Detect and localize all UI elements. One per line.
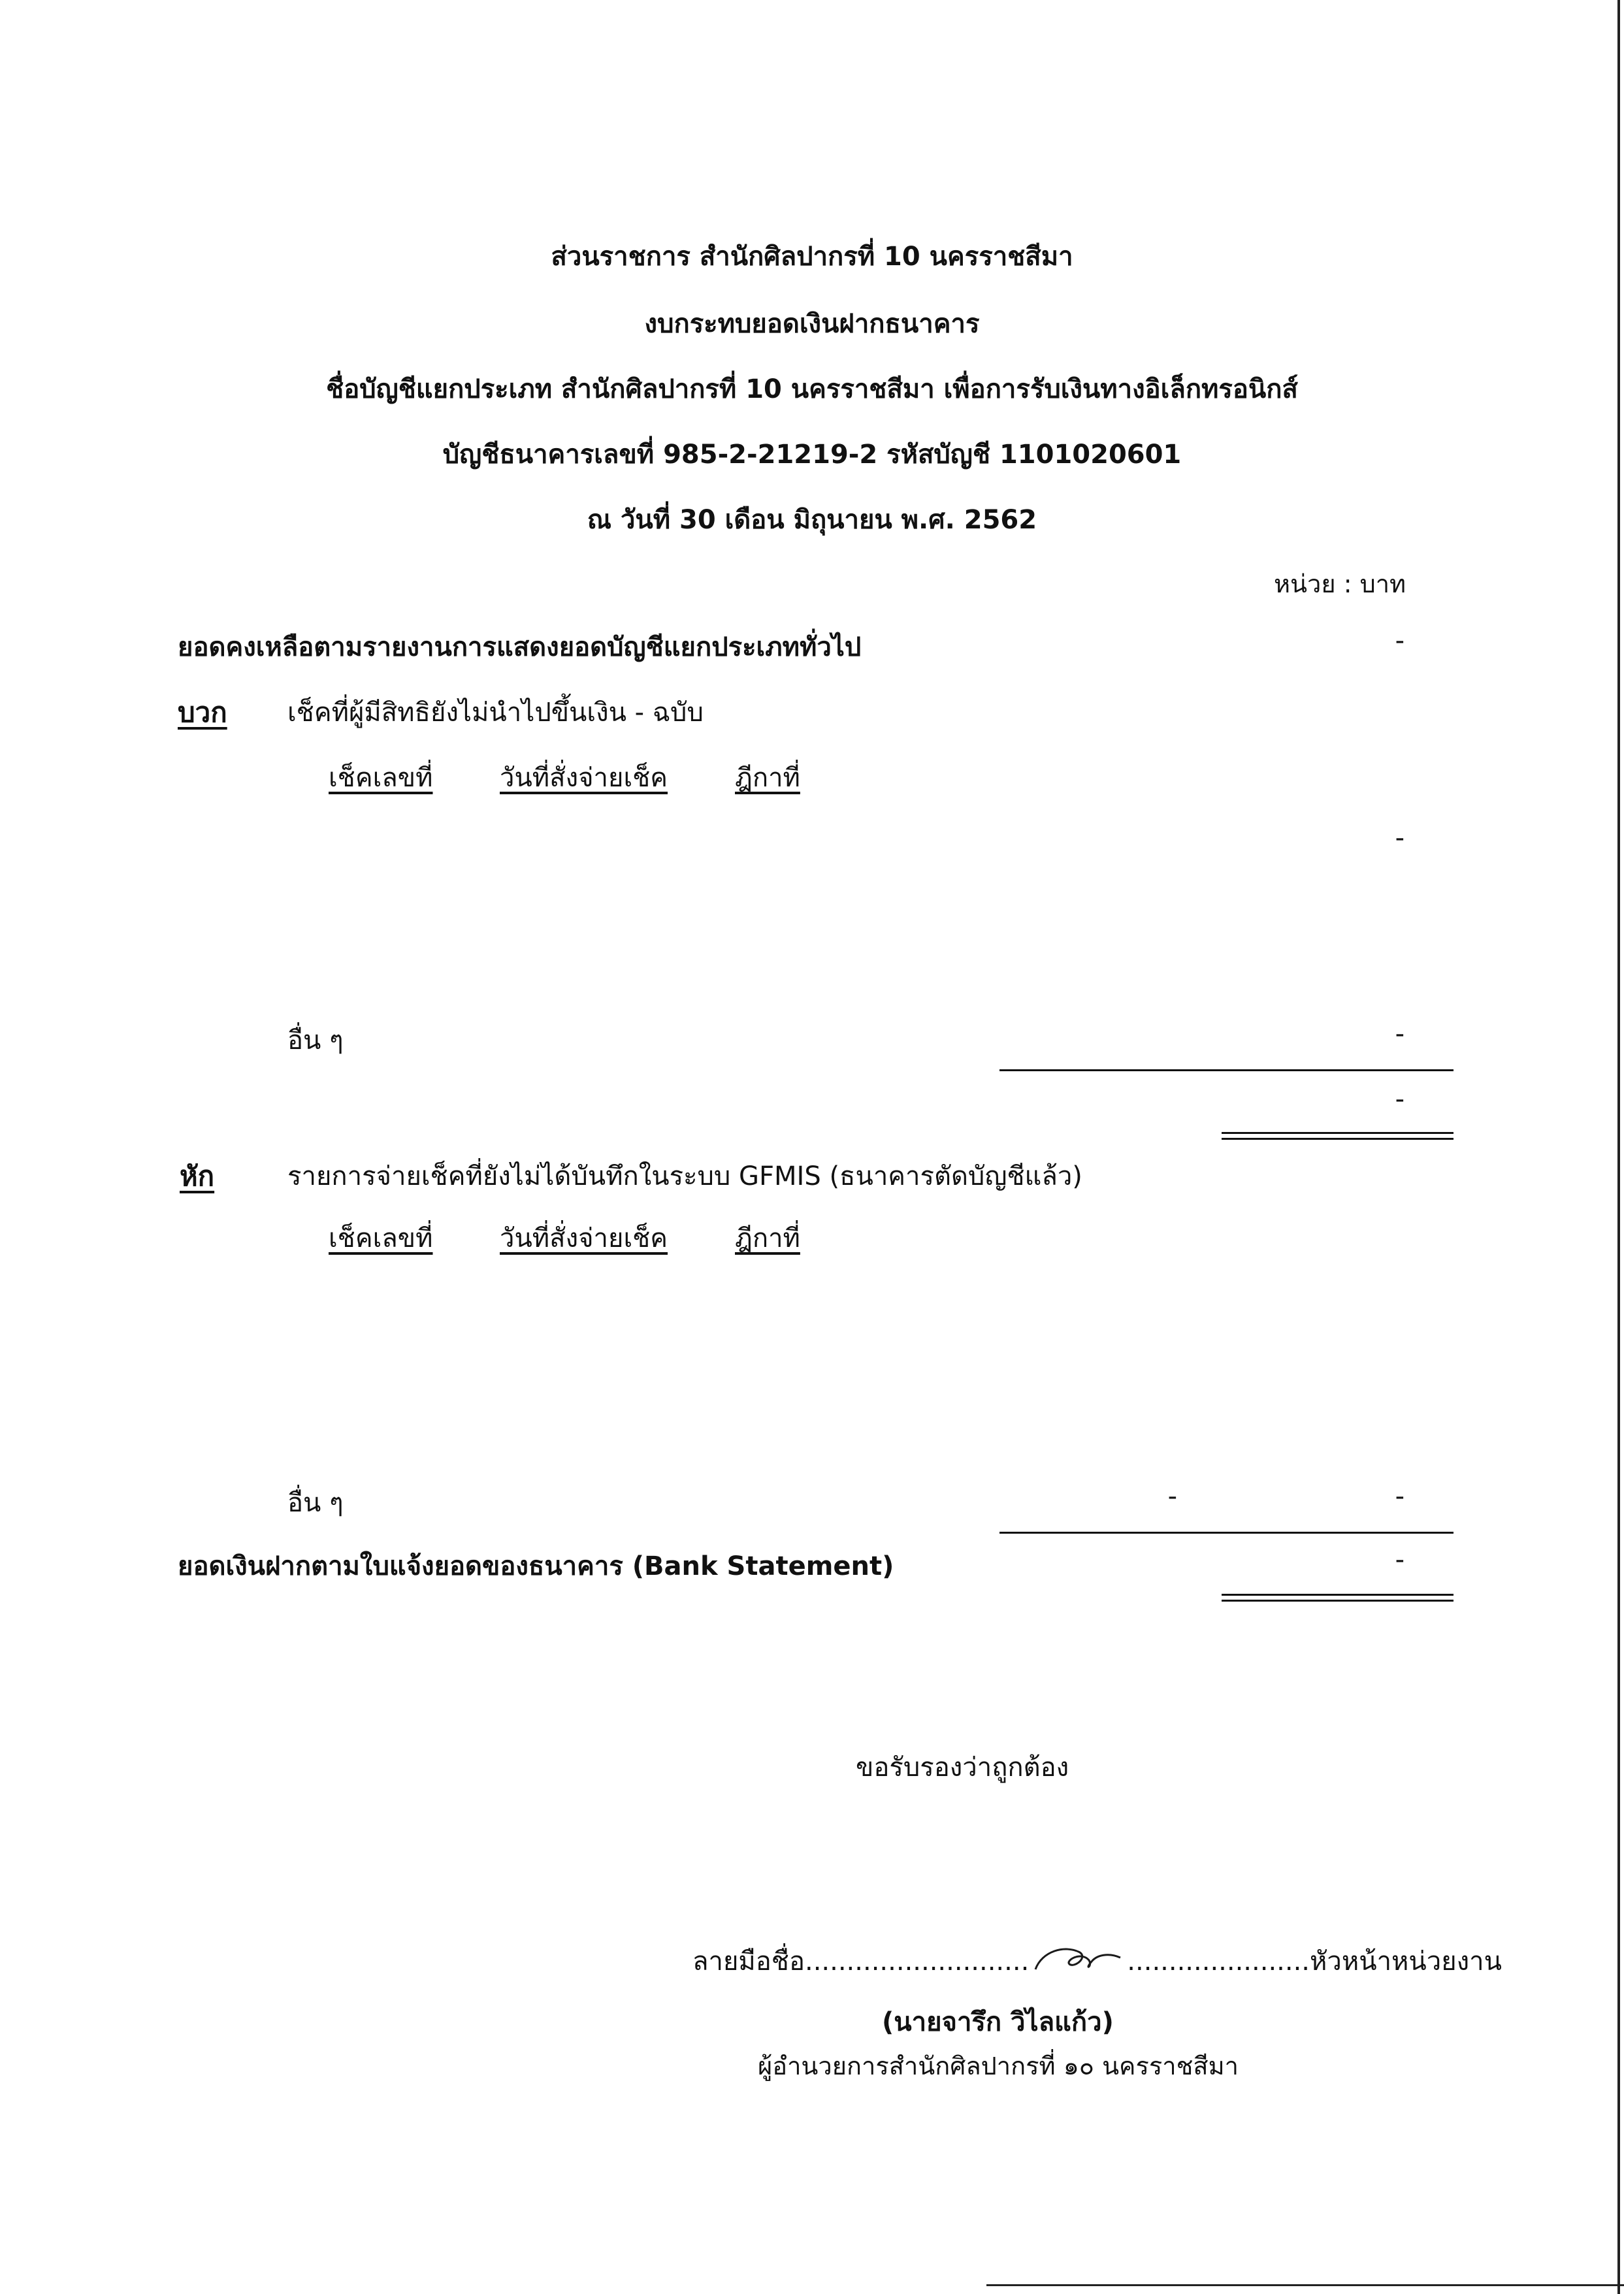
- deduct-other-amount: -: [1395, 1481, 1405, 1511]
- signature-dots-left: ...........................: [804, 1947, 1030, 1977]
- deduct-col-check-no: เช็คเลขที่: [329, 1223, 433, 1253]
- add-col-voucher-no: ฎีกาที่: [735, 763, 800, 793]
- add-other-amount: -: [1395, 1019, 1405, 1049]
- add-section-description: เช็คที่ผู้มีสิทธิยังไม่นำไปขึ้นเงิน - ฉบับ: [287, 698, 704, 728]
- signature-scribble: [1029, 1950, 1127, 1976]
- add-checks-amount: -: [1395, 823, 1405, 853]
- certification-text: ขอรับรองว่าถูกต้อง: [856, 1753, 1069, 1783]
- header-account-name: ชื่อบัญชีแยกประเภท สำนักศิลปากรที่ 10 นครราชสีมา เพื่อการรับเงินทางอิเล็กทรอนิกส์: [326, 374, 1298, 404]
- deduct-col-check-date: วันที่สั่งจ่ายเช็ค: [500, 1223, 668, 1253]
- add-col-check-date: วันที่สั่งจ่ายเช็ค: [500, 763, 668, 793]
- add-total-double-line: [1222, 1132, 1453, 1140]
- bank-statement-double-line: [1222, 1594, 1453, 1602]
- deduct-other-amount-inner: -: [1167, 1481, 1177, 1511]
- signer-name: (นายจารึก วิไลแก้ว): [882, 2007, 1114, 2037]
- add-other-label: อื่น ๆ: [287, 1026, 344, 1056]
- unit-label: หน่วย : บาท: [1274, 570, 1406, 598]
- header-date: ณ วันที่ 30 เดือน มิถุนายน พ.ศ. 2562: [587, 505, 1037, 535]
- header-account-number: บัญชีธนาคารเลขที่ 985-2-21219-2 รหัสบัญชี 1101020601: [442, 440, 1182, 470]
- deduct-section-description: รายการจ่ายเช็คที่ยังไม่ได้บันทึกในระบบ GFMIS (ธนาคารตัดบัญชีแล้ว): [287, 1161, 1082, 1191]
- bank-statement-label: ยอดเงินฝากตามใบแจ้งยอดของธนาคาร (Bank Statement): [178, 1551, 894, 1581]
- bank-statement-amount: -: [1395, 1545, 1405, 1575]
- ledger-balance-label: ยอดคงเหลือตามรายงานการแสดงยอดบัญชีแยกประเภททั่วไป: [178, 632, 862, 662]
- header-title: งบกระทบยอดเงินฝากธนาคาร: [644, 309, 980, 339]
- header-agency: ส่วนราชการ สำนักศิลปากรที่ 10 นครราชสีมา: [551, 242, 1073, 272]
- deduct-section-label: หัก: [180, 1160, 215, 1192]
- signature-line: [692, 1940, 1502, 1982]
- page-edge-bottom: [986, 2284, 1624, 2286]
- signature-suffix: หัวหน้าหน่วยงาน: [1310, 1947, 1502, 1977]
- deduct-subtotal-line: [999, 1532, 1453, 1534]
- add-col-check-no: เช็คเลขที่: [329, 763, 433, 793]
- add-subtotal-line: [999, 1069, 1453, 1071]
- signature-dots-right: ......................: [1127, 1947, 1310, 1977]
- add-total-amount: -: [1395, 1084, 1405, 1114]
- ledger-balance-amount: -: [1395, 626, 1405, 656]
- signature-prefix: ลายมือชื่อ: [692, 1947, 805, 1977]
- add-section-label: บวก: [178, 696, 227, 728]
- deduct-other-label: อื่น ๆ: [287, 1488, 344, 1518]
- signer-title: ผู้อำนวยการสำนักศิลปากรที่ ๑๐ นครราชสีมา: [758, 2052, 1239, 2080]
- deduct-col-voucher-no: ฎีกาที่: [735, 1223, 800, 1253]
